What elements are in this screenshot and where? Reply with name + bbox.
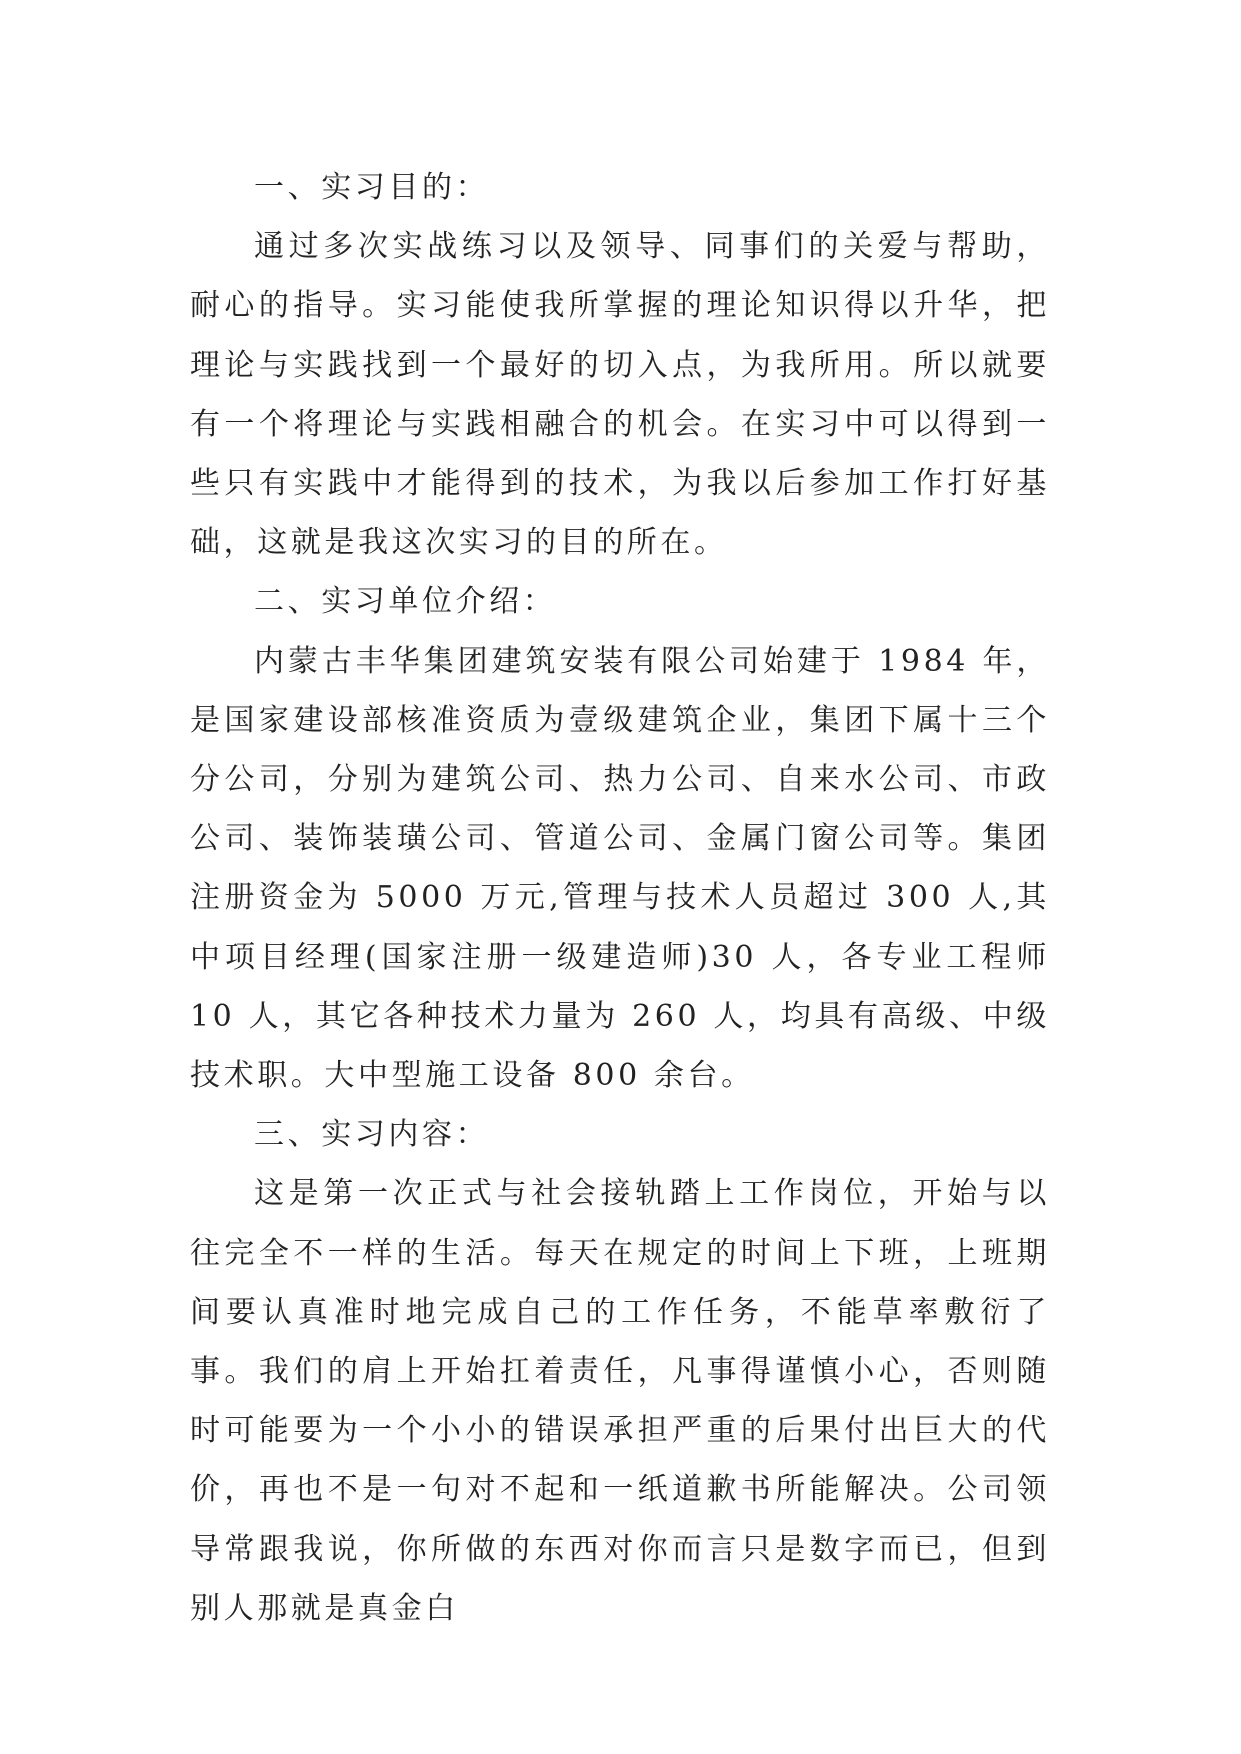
section-paragraph-content: 这是第一次正式与社会接轨踏上工作岗位，开始与以往完全不一样的生活。每天在规定的时间上下班，上班期间要认真准时地完成自己的工作任务，不能草率敷衍了事。我们的肩上开始扛着责任，凡事得谨慎小心，否则随时可能要为一个小小的错误承担严重的后果付出巨大的代价，再也不是一句对不起和一纸道歉书所能解决。公司领导常跟我说，你所做的东西对你而言只是数字而已，但到别人那就是真金白 [190, 1176, 1050, 1626]
section-heading-company: 二、实习单位介绍： [254, 584, 557, 620]
document-body [190, 158, 1050, 1638]
section-heading-content: 三、实习内容： [254, 1117, 490, 1153]
section-heading-purpose: 一、实习目的： [254, 170, 490, 205]
section-paragraph-company: 内蒙古丰华集团建筑安装有限公司始建于 1984 年，是国家建设部核准资质为壹级建筑企业，集团下属十三个分公司，分别为建筑公司、热力公司、自来水公司、市政公司、装饰装璜公司、管道公司、金属门窗公司等。集团注册资金为 5000 万元,管理与技术人员超过 300 人,其中项目经理(国家注册一级建造师)30 人，各专业工程师 10 人，其它各种技术力量为 260 人，均具有高级、中级技术职。大中型施工设备 800 余台。 [190, 643, 1050, 1094]
section-paragraph-purpose: 通过多次实战练习以及领导、同事们的关爱与帮助，耐心的指导。实习能使我所掌握的理论知识得以升华，把理论与实践找到一个最好的切入点，为我所用。所以就要有一个将理论与实践相融合的机会。在实习中可以得到一些只有实践中才能得到的技术，为我以后参加工作打好基础，这就是我这次实习的目的所在。 [190, 229, 1050, 561]
